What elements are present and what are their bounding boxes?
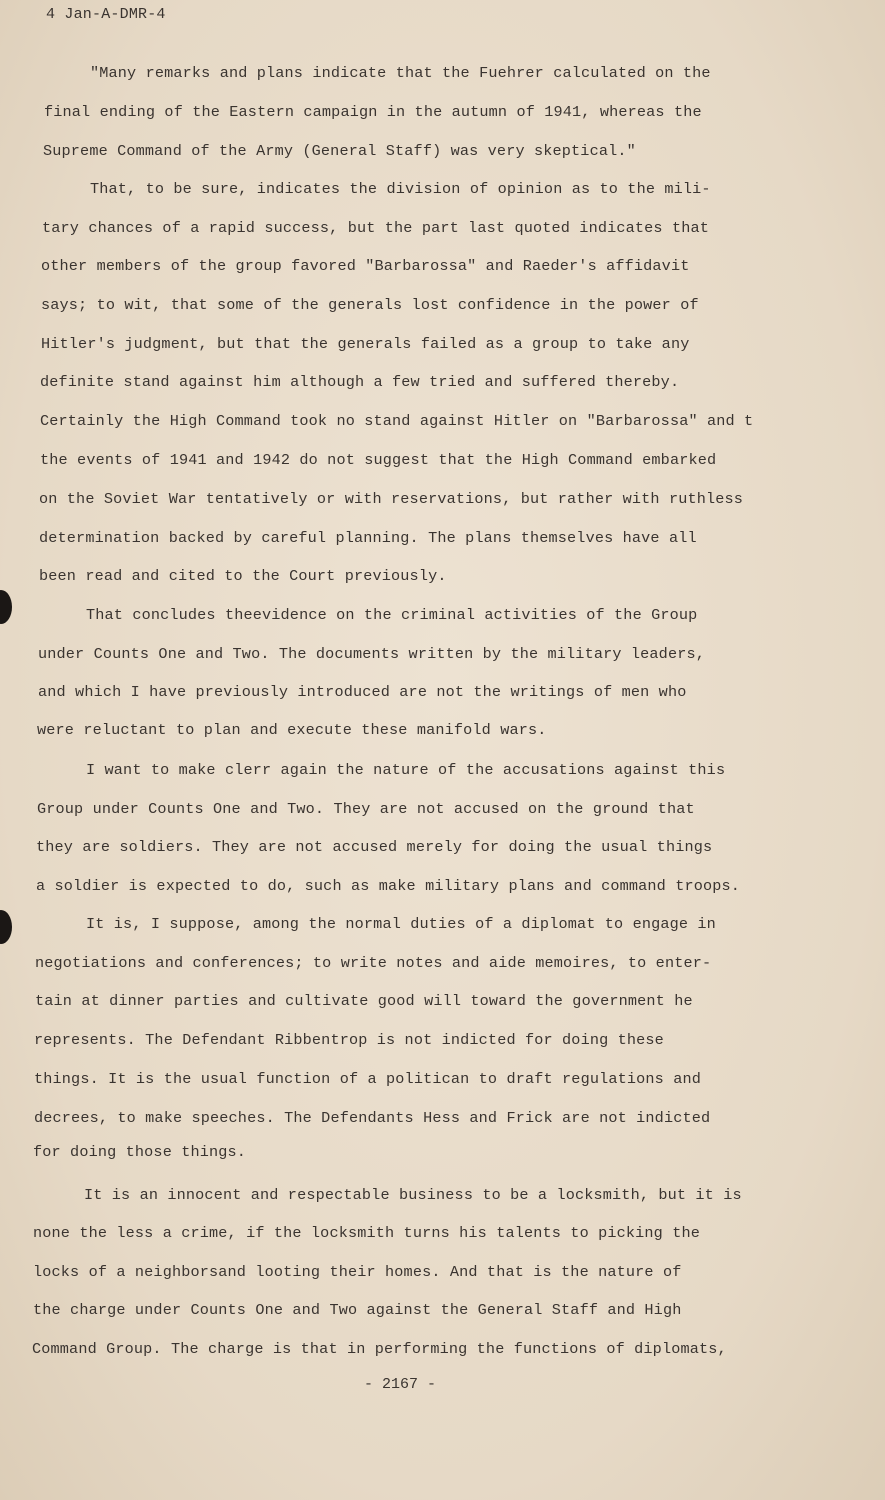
text-line: That, to be sure, indicates the division of opinion as to the mili- [90,180,711,198]
text-line: were reluctant to plan and execute these manifold wars. [37,721,547,739]
text-line: It is, I suppose, among the normal duties of a diplomat to engage in [86,915,716,933]
text-line: "Many remarks and plans indicate that the Fuehrer calculated on the [90,64,711,82]
text-line: tain at dinner parties and cultivate good will toward the government he [35,992,693,1010]
text-line: other members of the group favored "Barbarossa" and Raeder's affidavit [41,257,690,275]
text-line: for doing those things. [33,1143,247,1161]
text-line: definite stand against him although a few tried and suffered thereby. [40,373,680,391]
text-line: Command Group. The charge is that in performing the functions of diplomats, [32,1340,727,1358]
text-line: the events of 1941 and 1942 do not suggest that the High Command embarked [40,451,717,469]
text-line: final ending of the Eastern campaign in the autumn of 1941, whereas the [44,103,702,121]
text-line: negotiations and conferences; to write notes and aide memoires, to enter- [35,954,712,972]
document-header: 4 Jan-A-DMR-4 [46,6,166,23]
punch-hole [0,590,12,624]
text-line: been read and cited to the Court previously. [39,567,447,585]
text-line: they are soldiers. They are not accused merely for doing the usual things [36,838,713,856]
text-line: says; to wit, that some of the generals lost confidence in the power of [41,296,699,314]
text-line: Supreme Command of the Army (General Staff) was very skeptical." [43,142,636,160]
text-line: It is an innocent and respectable business to be a locksmith, but it is [84,1186,742,1204]
text-line: tary chances of a rapid success, but the part last quoted indicates that [42,219,710,237]
text-line: none the less a crime, if the locksmith turns his talents to picking the [33,1224,701,1242]
text-line: decrees, to make speeches. The Defendants Hess and Frick are not indicted [34,1109,711,1127]
text-line: things. It is the usual function of a politican to draft regulations and [34,1070,702,1088]
text-line: under Counts One and Two. The documents written by the military leaders, [38,645,706,663]
text-line: a soldier is expected to do, such as make military plans and command troops. [36,877,741,895]
text-line: That concludes theevidence on the criminal activities of the Group [86,606,698,624]
text-line: represents. The Defendant Ribbentrop is not indicted for doing these [34,1031,664,1049]
text-line: locks of a neighborsand looting their homes. And that is the nature of [33,1263,682,1281]
text-line: on the Soviet War tentatively or with reservations, but rather with ruthless [39,490,744,508]
text-line: determination backed by careful planning. The plans themselves have all [39,529,697,547]
punch-hole [0,910,12,944]
text-line: Hitler's judgment, but that the generals failed as a group to take any [41,335,690,353]
text-line: Group under Counts One and Two. They are not accused on the ground that [37,800,695,818]
text-line: and which I have previously introduced are not the writings of men who [38,683,687,701]
text-line: the charge under Counts One and Two against the General Staff and High [33,1301,682,1319]
page-number: - 2167 - [363,1376,436,1393]
text-line: I want to make clerr again the nature of the accusations against this [86,761,726,779]
text-line: Certainly the High Command took no stand against Hitler on "Barbarossa" and t [40,412,754,430]
